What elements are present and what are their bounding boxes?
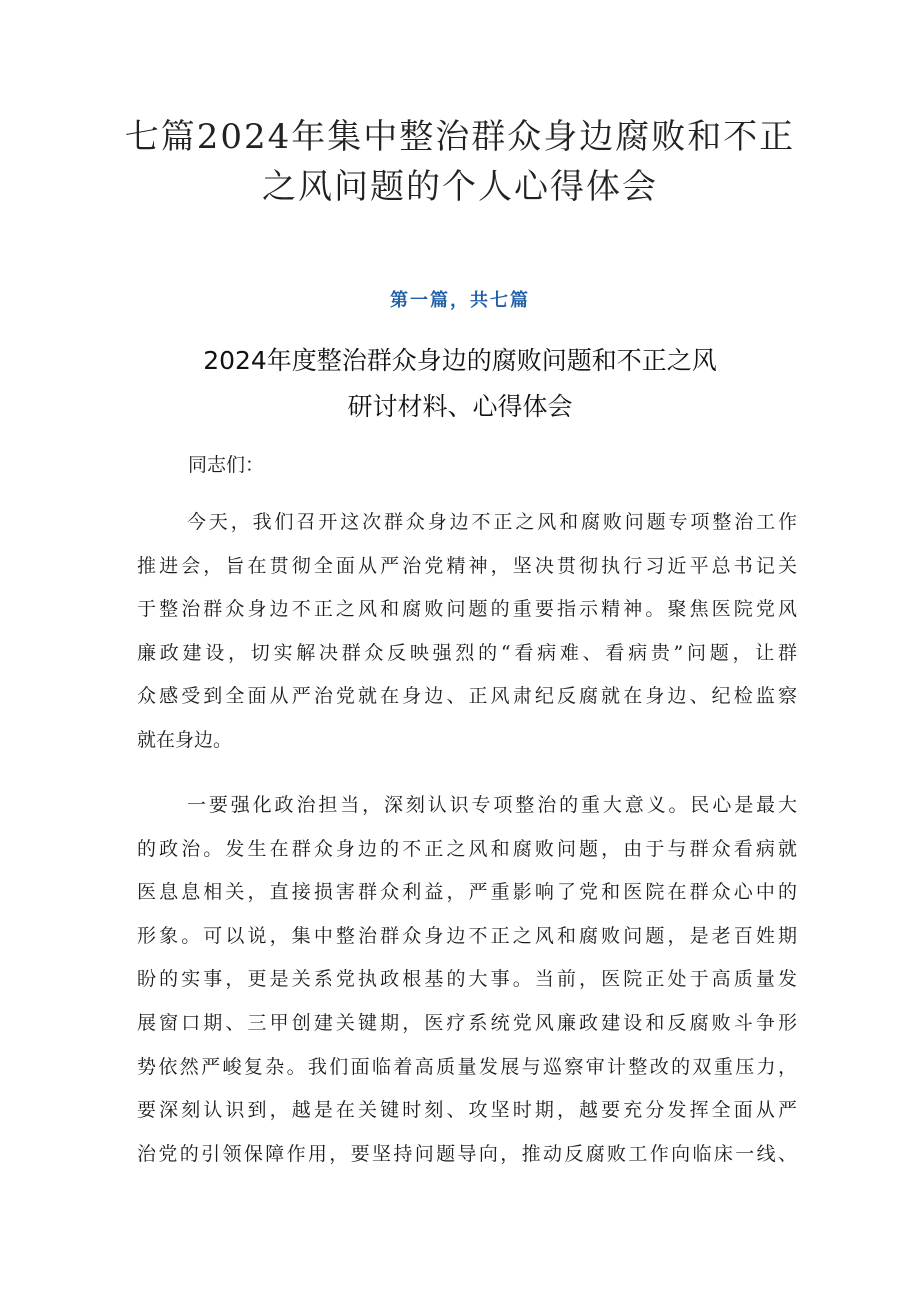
article-title-line: 研讨材料、心得体会 [347,392,573,421]
paragraph-line: 一要强化政治担当，深刻认识专项整治的重大意义。民心是最大 [187,794,797,816]
paragraph-line: 展窗口期、三甲创建关键期，医疗系统党风廉政建设和反腐败斗争形 [137,1011,797,1034]
paragraph-line: 于整治群众身边不正之风和腐败问题的重要指示精神。聚焦医院党风 [137,598,797,621]
article-title [100,338,820,430]
paragraph-line: 形象。可以说，集中整治群众身边不正之风和腐败问题，是老百姓期 [137,924,797,947]
body-paragraph [137,501,797,763]
paragraph-line: 盼的实事，更是关系党执政根基的大事。当前，医院正处于高质量发 [137,968,797,991]
paragraph-line: 就在身边。 [137,728,233,751]
paragraph-line: 医息息相关，直接损害群众利益，严重影响了党和医院在群众心中的 [137,881,797,904]
article-title-line: 2024年度整治群众身边的腐败问题和不正之风 [203,346,717,375]
section-label: 第一篇，共七篇 [390,290,530,311]
paragraph-line: 廉政建设，切实解决群众反映强烈的“看病难、看病贵”问题，让群 [137,641,797,664]
greeting: 同志们： [188,454,265,476]
body-paragraph [137,784,797,1176]
paragraph-line: 要深刻认识到，越是在关键时刻、攻坚时期，越要充分发挥全面从严 [137,1099,797,1122]
paragraph-line: 今天，我们召开这次群众身边不正之风和腐败问题专项整治工作 [187,511,797,533]
document-title-line: 七篇2024年集中整治群众身边腐败和不正 [124,117,796,157]
document-title-line: 之风问题的个人心得体会 [262,167,658,207]
document-title [100,112,820,212]
paragraph-line: 推进会，旨在贯彻全面从严治党精神，坚决贯彻执行习近平总书记关 [137,554,797,577]
paragraph-line: 众感受到全面从严治党就在身边、正风肃纪反腐就在身边、纪检监察 [137,685,797,708]
paragraph-line: 治党的引领保障作用，要坚持问题导向，推动反腐败工作向临床一线、 [137,1142,797,1165]
paragraph-line: 势依然严峻复杂。我们面临着高质量发展与巡察审计整改的双重压力， [137,1055,797,1078]
paragraph-line: 的政治。发生在群众身边的不正之风和腐败问题，由于与群众看病就 [137,837,797,860]
